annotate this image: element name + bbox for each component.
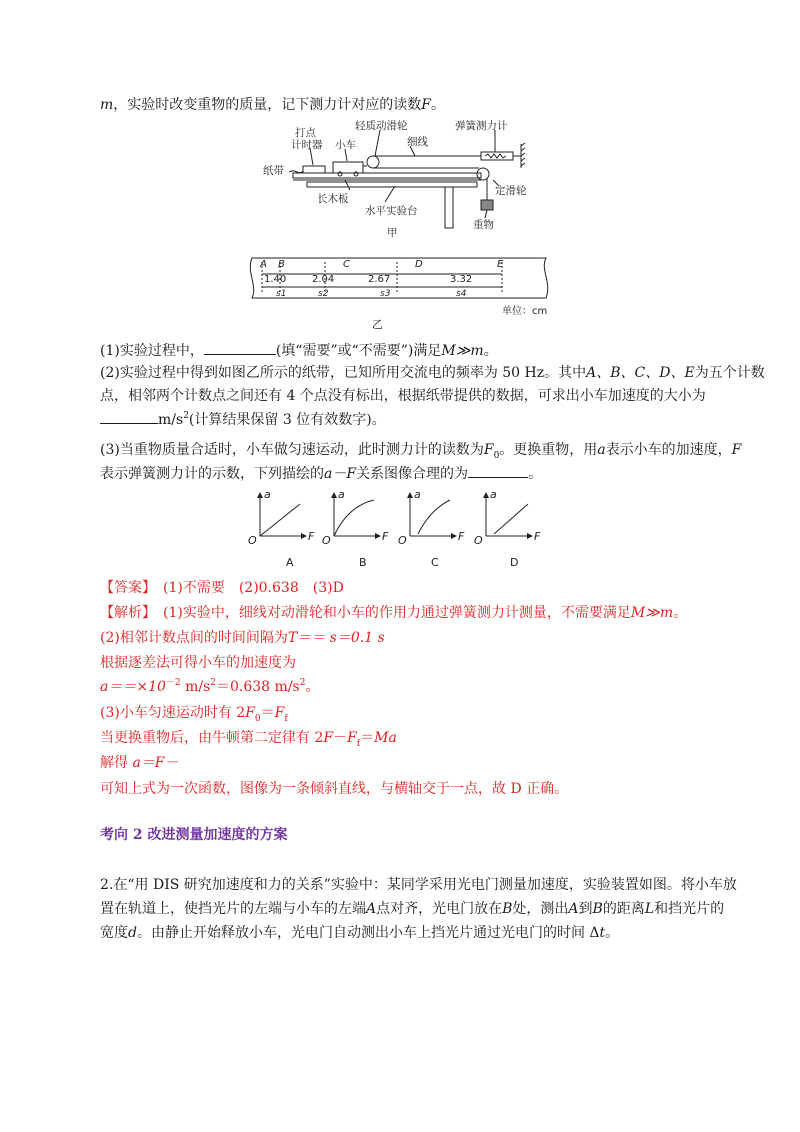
intro-line: m，实验时改变重物的质量，记下测力计对应的读数F。 <box>100 97 445 113</box>
analysis-line-1: 【解析】 (1)实验中，细线对动滑轮和小车的作用力通过弹簧测力计测量，不需要满足M≫m。 <box>100 605 688 621</box>
paper-tape <box>289 171 303 173</box>
q3-answer-blank[interactable] <box>468 463 528 478</box>
tape-segment-3: s3 <box>380 289 391 299</box>
q1-answer-blank[interactable] <box>204 340 276 355</box>
apparatus-diagram <box>255 118 545 240</box>
label-timer-1: 打点 <box>295 127 316 139</box>
section-heading: 考向 2 改进测量加速度的方案 <box>100 827 288 843</box>
graph-d-origin: O <box>474 534 483 547</box>
q2-answer-blank[interactable] <box>100 409 158 424</box>
label-tape: 纸带 <box>263 165 284 177</box>
question-2-line-1: (2)实验过程中得到如图乙所示的纸带，已知所用交流电的频率为 50 Hz。其中A、B、C、D、E为五个计数 <box>100 365 765 381</box>
problem-2-line-3: 宽度d。由静止开始释放小车，光电门自动测出小车上挡光片通过光电门的时间 Δt。 <box>100 925 620 941</box>
label-weight: 重物 <box>473 219 494 231</box>
label-board: 长木板 <box>317 193 349 205</box>
answer-text: (1)不需要 (2)0.638 (3)D <box>163 580 344 596</box>
analysis-line-4: $a==\times 10^{-2}$ $m/s^2=0.638$ $m/s^2$。 <box>100 678 320 695</box>
table <box>307 182 477 187</box>
tape-distance-3: 2.67 <box>368 274 391 285</box>
tape-distance-2: 2.04 <box>312 274 335 285</box>
graph-d-caption: D <box>510 556 519 569</box>
analysis-line-6: 当更换重物后，由牛顿第二定律有 $2F-F_f=Ma$ <box>100 730 397 749</box>
graph-c-curve <box>418 500 450 534</box>
question-3-line-1: (3)当重物质量合适时，小车做匀速运动，此时测力计的读数为$F_0$。更换重物，用a表示小车的加速度，F <box>100 442 742 461</box>
var-m: m <box>100 97 114 113</box>
problem-2-line-1: 2.在“用 DIS 研究加速度和力的关系”实验中：某同学采用光电门测量加速度，实验装置如图。将小车放 <box>100 877 737 893</box>
graph-b-caption: B <box>359 556 367 569</box>
question-3-line-2: 表示弹簧测力计的示数，下列描绘的a－F关系图像合理的为 。 <box>100 463 542 484</box>
tape-point-b: B <box>278 259 285 270</box>
tape-segment-1: s1 <box>276 289 287 299</box>
graph-c-caption: C <box>431 556 439 569</box>
problem-2-line-2: 置在轨道上，使挡光片的左端与小车的左端A点对齐，光电门放在B处，测出A到B的距离L和挡光片的 <box>100 901 725 917</box>
moving-pulley <box>367 156 379 168</box>
graph-a-x-label: F <box>308 530 315 543</box>
caption-jia: 甲 <box>387 227 398 239</box>
tape-point-e: E <box>497 259 504 270</box>
graph-a-curve <box>260 504 300 536</box>
label-string: 细线 <box>407 136 428 148</box>
question-1: (1)实验过程中， (填“需要”或“不需要”)满足M≫m。 <box>100 340 498 361</box>
table-leg <box>445 187 453 228</box>
analysis-label: 【解析】 <box>100 605 149 621</box>
analysis-line-2: (2)相邻计数点间的时间间隔为T＝＝ s＝0.1 s <box>100 630 385 646</box>
long-board <box>293 173 481 178</box>
question-2-line-3: $m/s^2$(计算结果保留 3 位有效数字)。 <box>100 409 386 430</box>
weight <box>481 200 493 210</box>
timer <box>303 166 325 173</box>
graph-b-y-label: a <box>338 488 345 501</box>
question-2-line-2: 点，相邻两个计数点之间还有 4 个点没有标出，根据纸带提供的数据，可求出小车加速度的大小为 <box>100 388 706 404</box>
graph-a-origin: O <box>248 534 257 547</box>
label-table: 水平实验台 <box>365 205 418 217</box>
graph-a-caption: A <box>286 556 294 569</box>
analysis-line-8: 可知上式为一次函数，图像为一条倾斜直线，与横轴交于一点，故 D 正确。 <box>100 781 569 797</box>
tape-point-d: D <box>415 259 423 270</box>
graph-c-y-label: a <box>414 488 421 501</box>
cart <box>333 162 363 173</box>
analysis-line-3: 根据逐差法可得小车的加速度为 <box>100 655 296 671</box>
caption-yi: 乙 <box>372 318 383 330</box>
tape-point-a: A <box>260 259 267 270</box>
graph-d-x-label: F <box>534 530 541 543</box>
tape-distance-1: 1.40 <box>264 274 287 285</box>
tape-segment-4: s4 <box>456 289 467 299</box>
graph-b-curve <box>334 500 374 536</box>
graph-b-x-label: F <box>382 530 389 543</box>
analysis-line-7: 解得 a＝F－ <box>100 755 179 771</box>
graph-d-curve <box>494 504 528 534</box>
label-cart: 小车 <box>335 139 356 151</box>
tape-point-c: C <box>343 259 350 270</box>
label-timer-2: 计时器 <box>291 139 323 151</box>
tape-segment-2: s2 <box>318 289 329 299</box>
analysis-line-5: (3)小车匀速运动时有 $2F_0=F_f$ <box>100 705 288 724</box>
tape-diagram <box>240 252 558 330</box>
graph-options <box>240 488 560 572</box>
graph-b-origin: O <box>322 534 331 547</box>
tape-distance-4: 3.32 <box>450 274 473 285</box>
tape-unit: 单位：cm <box>502 306 548 317</box>
graph-c-origin: O <box>398 534 407 547</box>
graph-d-y-label: a <box>490 488 497 501</box>
label-fixed-pulley: 定滑轮 <box>495 185 527 197</box>
answer-line <box>100 578 344 598</box>
label-moving-pulley: 轻质动滑轮 <box>355 120 408 132</box>
label-spring-scale: 弹簧测力计 <box>455 120 508 132</box>
answer-label: 【答案】 <box>100 580 149 596</box>
graph-a-y-label: a <box>264 488 271 501</box>
graph-c-x-label: F <box>458 530 465 543</box>
